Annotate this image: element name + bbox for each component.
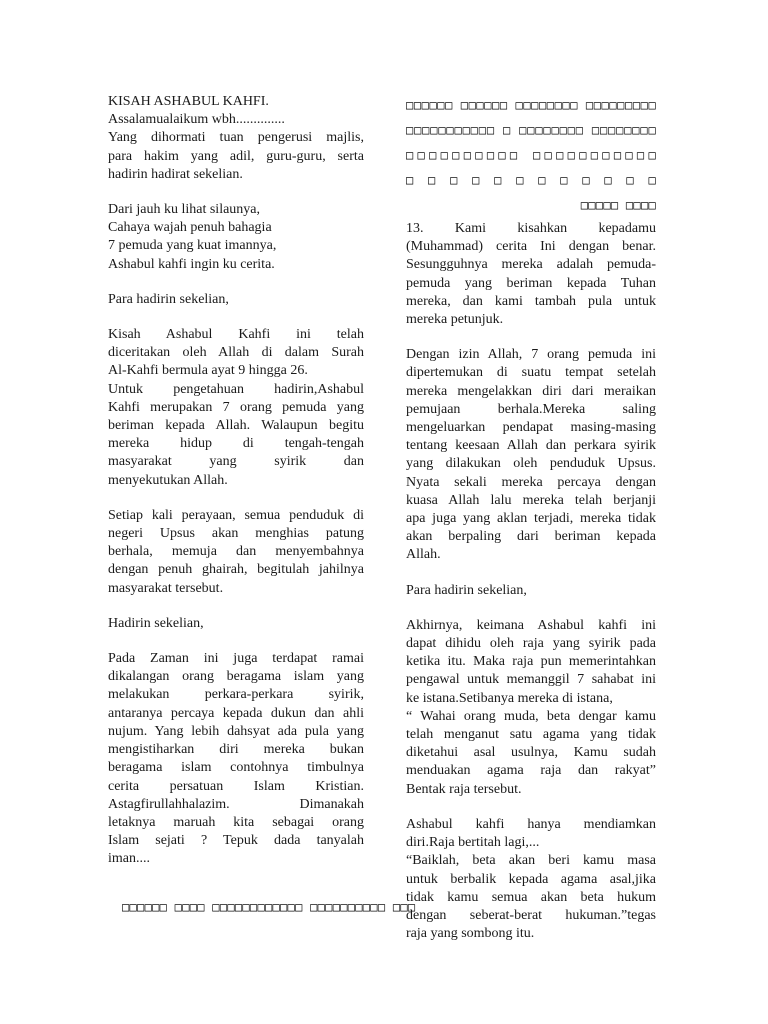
- text-line: “ Wahai orang muda, beta dengar kamu: [406, 708, 656, 724]
- address-line: Hadirin sekelian,: [108, 615, 204, 631]
- greeting: Assalamualaikum wbh..............: [108, 112, 285, 128]
- text-line: Kahfi merupakan 7 orang pemuda yang: [108, 399, 364, 415]
- text-line: Kisah Ashabul Kahfi ini telah: [108, 327, 364, 343]
- text-line: mengeluarkan pendapat masing-masing: [406, 420, 656, 436]
- paragraph: [108, 326, 364, 490]
- paragraph: [108, 650, 364, 868]
- text-line: masyarakat tersebut.: [108, 580, 224, 596]
- text-line: yang dilakukan oleh penduduk Upsus.: [406, 456, 656, 472]
- text-line: tentang keesaan Allah dan perkara syirik: [406, 438, 656, 454]
- text-line: untuk berbalik kepada agama asal,jika: [406, 871, 656, 887]
- text-line: diri.Raja bertitah lagi,...: [406, 835, 540, 851]
- text-line: dengan seberat-berat hukuman.”tegas: [406, 907, 656, 923]
- text-line: Astagfirullahhalazim. Dimanakah: [108, 796, 364, 812]
- text-line: dipertemukan di suatu tempat setelah: [406, 365, 656, 381]
- text-line: mengistiharkan diri mereka bukan: [108, 742, 364, 758]
- text-line: pemuda yang beriman kepada Tuhan: [406, 275, 656, 291]
- text-line: pemujaan berhala.Mereka saling: [406, 401, 656, 417]
- text-line: dapat dihidu oleh raja yang syirik pada: [406, 636, 656, 652]
- text-line: “Baiklah, beta akan beri kamu masa: [406, 853, 656, 869]
- text-line: masyarakat yang syirik dan: [108, 454, 364, 470]
- address-line: Para hadirin sekelian,: [108, 291, 229, 307]
- text-line: Nyata sekali mereka percaya dengan: [406, 474, 656, 490]
- poem-line: Cahaya wajah penuh bahagia: [108, 220, 272, 236]
- text-line: dengan penuh ghairah, begitulah jahilnya: [108, 562, 364, 578]
- right-column: [406, 93, 656, 943]
- text-line: pengawal untuk memanggil 7 sahabat ini: [406, 672, 656, 688]
- text-line: telah menganut satu agama yang tidak: [406, 727, 656, 743]
- document-title: KISAH ASHABUL KAHFI.: [108, 94, 269, 109]
- text-line: apa juga yang aklan terjadi, mereka tidak: [406, 511, 656, 527]
- text-line: akan berpaling dari beriman kepada: [406, 529, 656, 545]
- arabic-line: □□□□□□□□□□ □□□□□□□□□□□ □□□□□□□□□□□□: [406, 148, 656, 187]
- text-line: Sesungguhnya mereka adalah pemuda-: [406, 257, 656, 273]
- left-column: [108, 93, 364, 869]
- text-line: Bentak raja tersebut.: [406, 781, 522, 797]
- arabic-line: □□□□□ □□□□: [580, 198, 656, 212]
- text-line: Al-Kahfi bermula ayat 9 hingga 26.: [108, 363, 308, 379]
- text-line: beriman kepada Allah. Walaupun begitu: [108, 418, 364, 434]
- text-line: 13. Kami kisahkan kepadamu: [406, 221, 656, 236]
- paragraph: [406, 346, 656, 564]
- text-line: hadirin hadirat sekelian.: [108, 166, 243, 182]
- text-line: ketika itu. Maka raja pun memerintahkan: [406, 654, 656, 670]
- intro-paragraph: [108, 129, 364, 184]
- text-line: nujum. Yang lebih dahsyat ada pula yang: [108, 723, 364, 739]
- paragraph: [406, 617, 656, 799]
- text-line: (Muhammad) cerita Ini dengan benar.: [406, 239, 656, 255]
- text-line: dikalangan orang beragama islam yang: [108, 669, 364, 685]
- text-line: mereka petunjuk.: [406, 312, 504, 328]
- text-line: tidak kamu semua akan beta hukum: [406, 889, 656, 905]
- address-line: Para hadirin sekelian,: [406, 582, 527, 598]
- text-line: mereka mengelakkan diri dari meraikan: [406, 383, 656, 399]
- paragraph: [108, 507, 364, 598]
- text-line: Akhirnya, keimana Ashabul kahfi ini: [406, 617, 656, 633]
- poem-line: Dari jauh ku lihat silaunya,: [108, 202, 261, 218]
- text-line: raja yang sombong itu.: [406, 926, 535, 942]
- text-line: diketahui asal usulnya, Kamu sudah: [406, 745, 656, 761]
- text-line: melakukan perkara-perkara syirik,: [108, 687, 364, 703]
- text-line: beragama islam contohnya timbulnya: [108, 760, 364, 776]
- text-line: Setiap kali perayaan, semua penduduk di: [108, 507, 364, 523]
- arabic-verse: [406, 93, 656, 218]
- text-line: mereka hidup di tengah-tengah: [108, 436, 364, 452]
- paragraph: [406, 816, 656, 943]
- text-line: Ashabul kahfi hanya mendiamkan: [406, 816, 656, 832]
- text-line: letaknya maruah kita sebagai orang: [108, 814, 364, 830]
- poem: [108, 201, 364, 274]
- text-line: diceritakan oleh Allah di dalam Surah: [108, 345, 364, 361]
- text-line: para hakim yang adil, guru-guru, serta: [108, 148, 364, 164]
- text-line: Allah.: [406, 547, 441, 563]
- verse-translation: [406, 220, 656, 329]
- text-line: Islam sejati ? Tepuk dada tanyalah: [108, 833, 364, 849]
- text-line: menyekutukan Allah.: [108, 472, 228, 488]
- text-line: cerita persatuan Islam Kristian.: [108, 778, 364, 794]
- text-line: Untuk pengetahuan hadirin,Ashabul: [108, 381, 364, 397]
- text-line: mereka, dan kami tambah pula untuk: [406, 293, 656, 309]
- arabic-verse-fragment: □□□□□□ □□□□ □□□□□□□□□□□□ □□□□□□□□□□ □□□: [122, 900, 416, 914]
- text-line: Dengan izin Allah, 7 orang pemuda ini: [406, 347, 656, 363]
- text-line: menduakan agama raja dan rakyat”: [406, 763, 656, 779]
- text-line: berhala, memuja dan menyembahnya: [108, 544, 364, 560]
- text-line: iman....: [108, 851, 150, 867]
- arabic-line: □□□□□□□□□□□ □ □□□□□□□□ □□□□□□□□: [406, 123, 656, 137]
- poem-line: Ashabul kahfi ingin ku cerita.: [108, 256, 275, 272]
- text-line: antaranya percaya kepada dukun dan ahli: [108, 705, 364, 721]
- text-line: Yang dihormati tuan pengerusi majlis,: [108, 130, 364, 146]
- text-line: Pada Zaman ini juga terdapat ramai: [108, 651, 364, 667]
- arabic-line: □□□□□□ □□□□□□ □□□□□□□□ □□□□□□□□□: [406, 98, 656, 112]
- text-line: kuasa Allah lalu mereka telah berjanji: [406, 492, 656, 508]
- poem-line: 7 pemuda yang kuat imannya,: [108, 238, 277, 254]
- text-line: negeri Upsus akan menghias patung: [108, 526, 364, 542]
- text-line: ke istana.Setibanya mereka di istana,: [406, 690, 613, 706]
